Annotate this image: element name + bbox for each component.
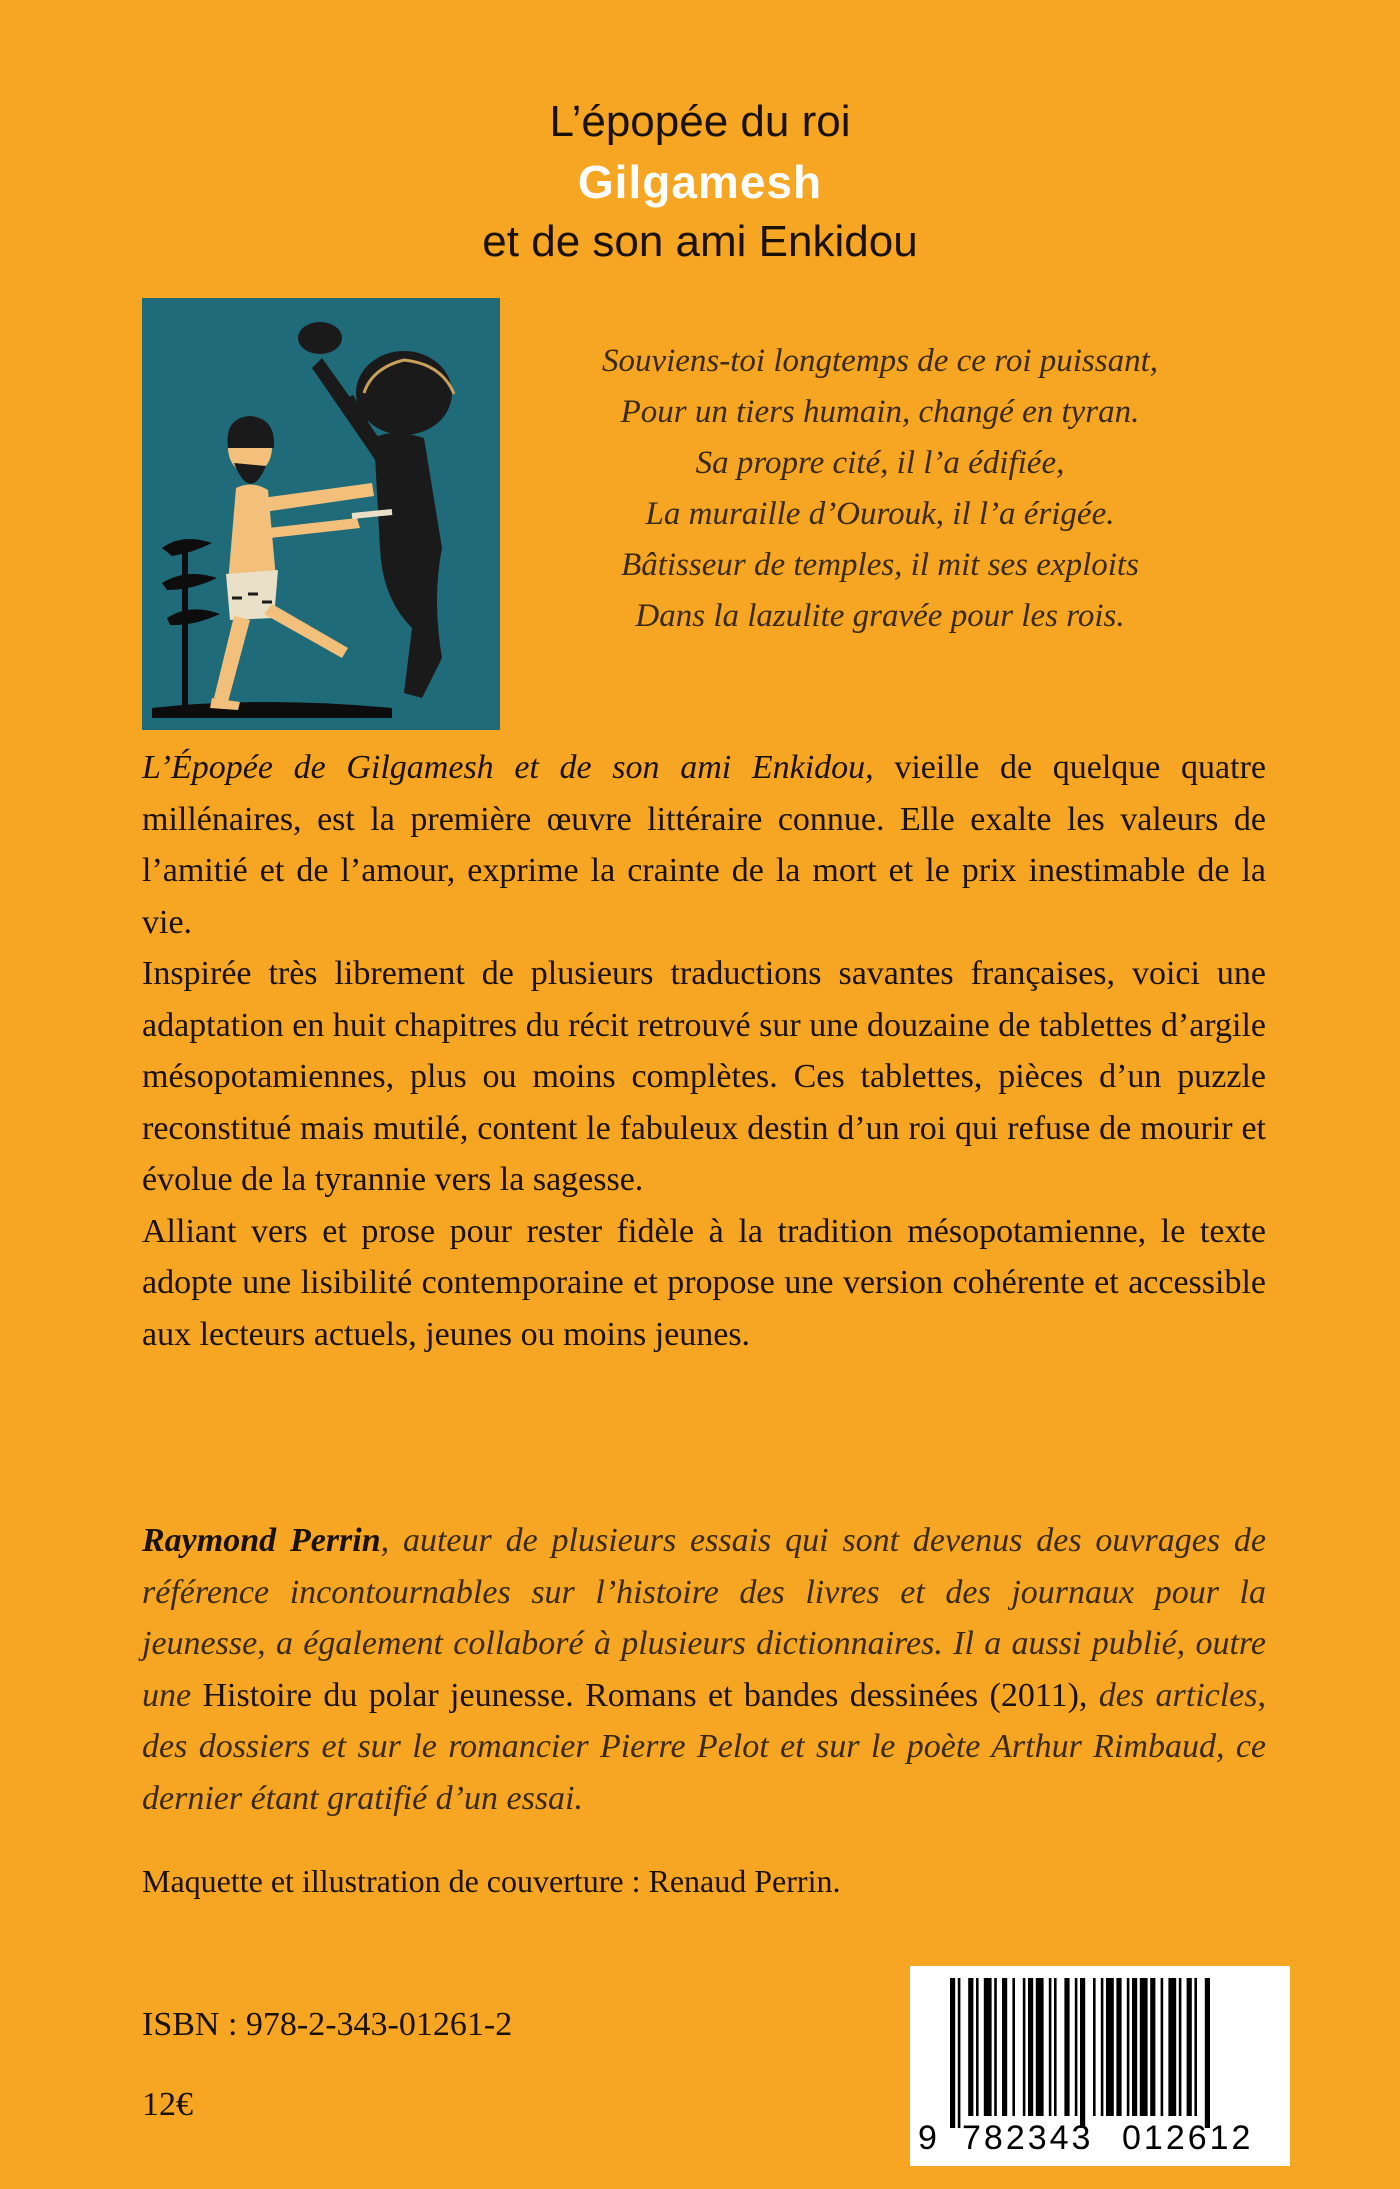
book-description xyxy=(142,742,1266,1360)
poem-line: Sa propre cité, il l’a édifiée, xyxy=(695,445,1065,481)
price: 12€ xyxy=(142,2086,193,2123)
title-line-2: Gilgamesh xyxy=(577,156,823,208)
barcode-bar xyxy=(1140,1978,1148,2116)
poem-line: Souviens-toi longtemps de ce roi puissant, xyxy=(601,343,1159,379)
cover-illustration xyxy=(142,298,500,730)
barcode-bar xyxy=(1080,1978,1085,2128)
title-line-3: et de son ami Enkidou xyxy=(482,217,918,266)
barcode-bar xyxy=(1012,1978,1015,2116)
book-title xyxy=(0,92,1400,272)
book-title-italic: L’Épopée de Gilgamesh et de son ami Enkidou, xyxy=(142,749,874,786)
barcode-bar xyxy=(1101,1978,1104,2116)
barcode-bar xyxy=(1205,1978,1210,2128)
cover-credits: Maquette et illustration de couverture : Renaud Perrin. xyxy=(142,1863,841,1899)
author-bio-text: des articles, des dossiers et sur le romancier Pierre Pelot et sur le poète Arthur Rimbaud, ce dernier étant gratifié d’un essai. xyxy=(142,1676,1266,1817)
barcode xyxy=(910,1966,1290,2166)
title-line-1: L’épopée du roi xyxy=(549,97,851,146)
author-bio-book-title: Histoire du polar jeunesse. Romans et bandes dessinées (2011), xyxy=(202,1676,1088,1714)
barcode-bar xyxy=(994,1978,997,2116)
barcode-bar xyxy=(1002,1978,1007,2116)
poem-line: Bâtisseur de temples, il mit ses exploits xyxy=(621,547,1139,583)
barcode-bar xyxy=(1179,1978,1182,2116)
barcode-bar xyxy=(1049,1978,1052,2116)
barcode-bar xyxy=(1036,1978,1044,2116)
description-paragraph-2: Inspirée très librement de plusieurs traductions savantes françaises, voici une adaptation en huit chapitres du récit retrouvé sur une douzaine de tablettes d’argile mésopotamiennes, plus ou moins complètes. Ces tablettes, pièces d’un puzzle reconstitué mais mutilé, content le fabuleux destin d’un roi qui refuse de mourir et évolue de la tyrannie vers la sagesse. xyxy=(142,955,1266,1198)
barcode-bar xyxy=(958,1978,961,2128)
barcode-bar xyxy=(1161,1978,1164,2116)
barcode-digit-first: 9 xyxy=(918,2119,940,2157)
description-paragraph-3: Alliant vers et prose pour rester fidèle à la tradition mésopotamienne, le texte adopte une lisibilité contemporaine et propose une version cohérente et accessible aux lecteurs actuels, jeunes ou moins jeunes. xyxy=(142,1212,1266,1353)
barcode-bar xyxy=(1168,1978,1176,2116)
barcode-bar xyxy=(976,1978,979,2116)
barcode-bar xyxy=(1132,1978,1137,2116)
barcode-bar xyxy=(950,1978,955,2128)
barcode-bar xyxy=(968,1978,973,2116)
description-paragraph-1 xyxy=(142,742,1266,948)
barcode-bar xyxy=(1106,1978,1114,2116)
barcode-group-right: 012612 xyxy=(1122,2119,1254,2157)
barcode-bar xyxy=(1116,1978,1121,2116)
barcode-digits xyxy=(910,2116,1290,2160)
isbn: ISBN : 978-2-343-01261-2 xyxy=(142,2006,513,2043)
barcode-bar xyxy=(1023,1978,1026,2116)
barcode-bar xyxy=(1075,1978,1078,2116)
barcode-bar xyxy=(1187,1978,1192,2116)
author-bio-text: , auteur de plusieurs essais qui sont devenus des ouvrages de référence incontournables sur l’histoire des livres et des journaux pour la jeunesse, a également collaboré à plusieurs dictionnaires. Il a aussi publié, outre une xyxy=(142,1522,1266,1714)
barcode-bar xyxy=(1064,1978,1069,2116)
barcode-bar xyxy=(1028,1978,1033,2116)
barcode-bar xyxy=(1150,1978,1155,2116)
author-bio xyxy=(142,1515,1266,1824)
gilgamesh-enkidou-illustration xyxy=(142,298,500,730)
barcode-bar xyxy=(1093,1978,1096,2116)
barcode-bar xyxy=(1194,1978,1197,2116)
poem-line: Pour un tiers humain, changé en tyran. xyxy=(620,394,1140,430)
barcode-group-left: 782343 xyxy=(962,2119,1094,2157)
poem-line: Dans la lazulite gravée pour les rois. xyxy=(635,598,1125,634)
poem-excerpt xyxy=(520,336,1240,642)
barcode-bar xyxy=(1127,1978,1130,2116)
barcode-bar xyxy=(1054,1978,1057,2116)
poem-line: La muraille d’Ourouk, il l’a érigée. xyxy=(645,496,1115,532)
description-text: vieille de quelque quatre millénaires, est la première œuvre littéraire connue. Elle exalte les valeurs de l’amitié et de l’amour, exprime la crainte de la mort et le prix inestimable de la vie. xyxy=(142,749,1266,941)
barcode-bar xyxy=(984,1978,992,2116)
author-name: Raymond Perrin xyxy=(142,1522,381,1559)
